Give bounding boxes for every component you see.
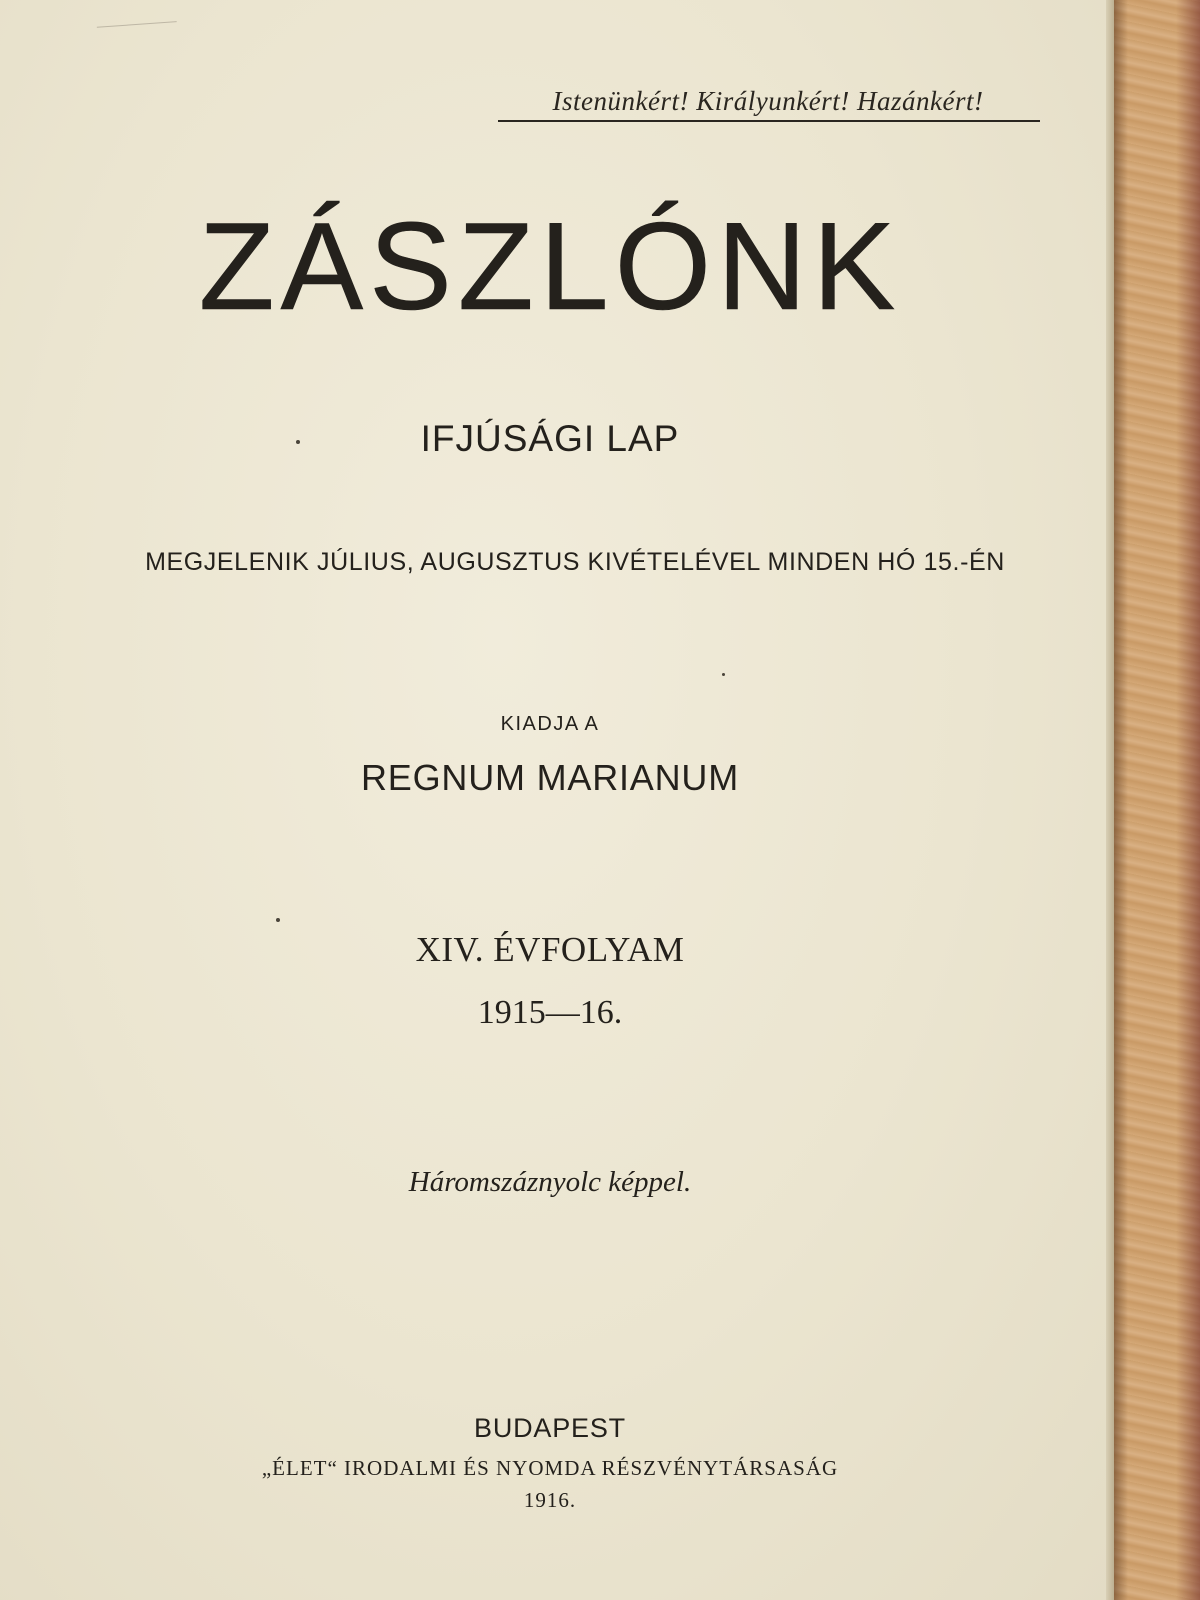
publisher-name: REGNUM MARIANUM <box>361 757 739 798</box>
page-title: ZÁSZLÓNK <box>198 198 902 336</box>
pencil-mark <box>95 0 176 28</box>
page-edge <box>1106 0 1114 1600</box>
motto: Istenünkért! Királyunkért! Hazánkért! <box>552 86 984 116</box>
paper-speck <box>296 440 300 444</box>
paper-speck <box>276 918 280 922</box>
publication-frequency: MEGJELENIK JÚLIUS, AUGUSZTUS KIVÉTELÉVEL MINDEN HÓ 15.-ÉN <box>145 548 1005 576</box>
imprint-year: 1916. <box>523 1488 577 1512</box>
volume-number: XIV. ÉVFOLYAM <box>415 930 685 969</box>
paper-speck <box>722 673 725 676</box>
cover-shadow <box>1114 0 1128 1600</box>
illustration-note: Háromszáznyolc képpel. <box>408 1166 692 1198</box>
imprint-printer: „ÉLET“ IRODALMI ÉS NYOMDA RÉSZVÉNYTÁRSASÁG <box>261 1456 839 1480</box>
cover-rim <box>1176 0 1200 1600</box>
volume-years: 1915—16. <box>477 994 623 1031</box>
motto-underline <box>498 120 1040 122</box>
imprint-city: BUDAPEST <box>474 1413 626 1443</box>
subtitle: IFJÚSÁGI LAP <box>420 418 680 459</box>
publisher-label: KIADJA A <box>500 713 600 735</box>
